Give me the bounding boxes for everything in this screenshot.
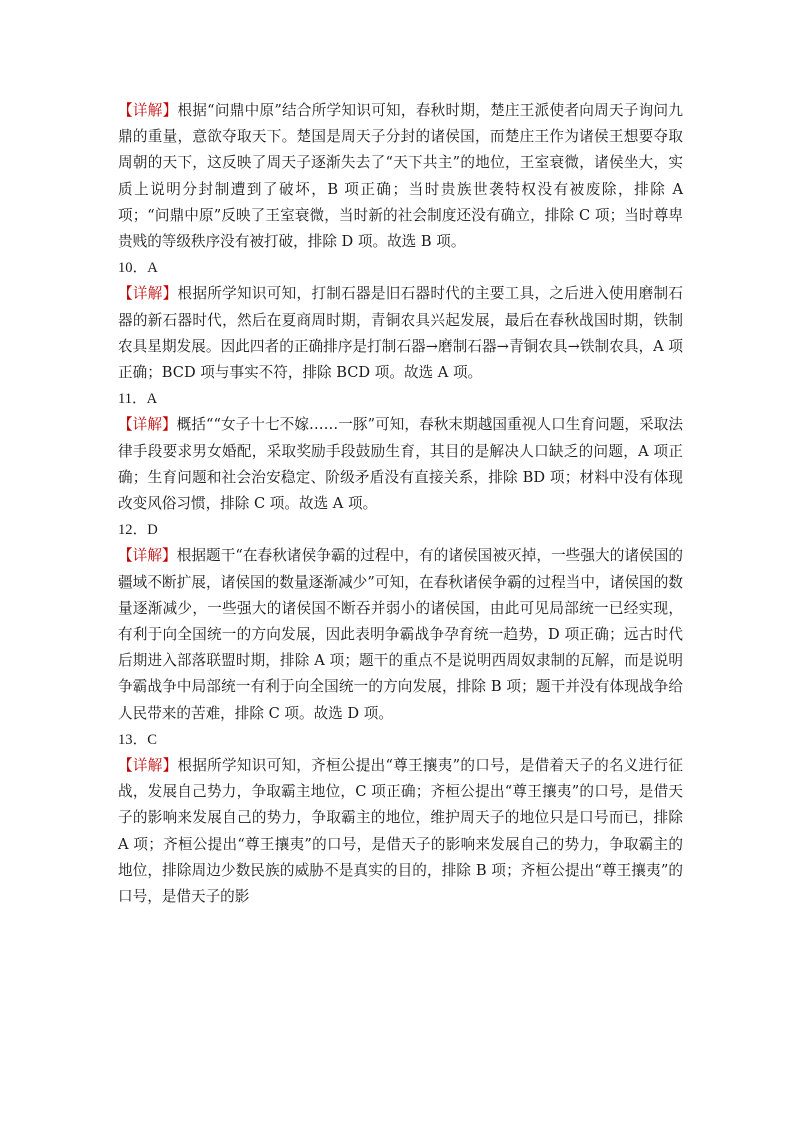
detail-tag: 【详解】 — [118, 102, 178, 119]
explanation-9 — [118, 98, 683, 255]
detail-tag: 【详解】 — [118, 757, 178, 775]
explanation-13 — [118, 753, 683, 910]
answer-13: 13．C — [118, 731, 157, 748]
detail-tag: 【详解】 — [118, 285, 178, 303]
explanation-10 — [118, 281, 683, 386]
explanation-text: 概括““女子十七不嫁……一豚”可知，春秋末期越国重视人口生育问题，采取法律手段要求男女婚配，采取奖励手段鼓励生育，其目的是解决人口缺乏的问题，A 项正确；生育问题和社会治安稳定、阶级矛盾没有直接关系，排除 BD 项；材料中没有体现改变风俗习惯，排除 C 项。故选 A 项。 — [118, 416, 683, 513]
explanation-text: 根据所学知识可知，齐桓公提出“尊王攘夷”的口号，是借着天子的名义进行征战，发展自己势力，争取霸主地位，C 项正确；齐桓公提出“尊王攘夷”的口号，是借天子的影响来发展自己的势力，争取霸主的地位，维护周天子的地位只是口号而已，排除 A 项；齐桓公提出“尊王攘夷”的口号，是借天子的影响来发展自己的势力，争取霸主的地位，排除周边少数民族的威胁不是真实的目的，排除 B 项；齐桓公提出“尊王攘夷”的口号，是借天子的影 — [118, 757, 683, 906]
explanation-12 — [118, 543, 683, 726]
explanation-text: 根据“问鼎中原”结合所学知识可知，春秋时期，楚庄王派使者向周天子询问九鼎的重量，意欲夺取天下。楚国是周天子分封的诸侯国，而楚庄王作为诸侯王想要夺取周朝的天下，这反映了周天子逐渐失去了“天下共主”的地位，王室衰微，诸侯坐大，实质上说明分封制遭到了破坏，B 项正确；当时贵族世袭特权没有被废除，排除 A 项；“问鼎中原”反映了王室衰微，当时新的社会制度还没有确立，排除 C 项；当时尊卑贵贱的等级秩序没有被打破，排除 D 项。故选 B 项。 — [118, 102, 683, 251]
detail-tag: 【详解】 — [118, 547, 177, 565]
explanation-text: 根据所学知识可知，打制石器是旧石器时代的主要工具，之后进入使用磨制石器的新石器时代，然后在夏商周时期，青铜农具兴起发展，最后在春秋战国时期，铁制农具星期发展。因此四者的正确排序是打制石器→磨制石器→青铜农具→铁制农具，A 项正确；BCD 项与事实不符，排除 BCD 项。故选 A 项。 — [118, 285, 683, 382]
explanation-text: 根据题干“在春秋诸侯争霸的过程中，有的诸侯国被灭掉，一些强大的诸侯国的疆域不断扩展，诸侯国的数量逐渐减少”可知，在春秋诸侯争霸的过程当中，诸侯国的数量逐渐减少，一些强大的诸侯国不断吞并弱小的诸侯国，由此可见局部统一已经实现，有利于向全国统一的方向发展，因此表明争霸战争孕育统一趋势，D 项正确；远古时代后期进入部落联盟时期，排除 A 项；题干的重点不是说明西周奴隶制的瓦解，而是说明争霸战争中局部统一有利于向全国统一的方向发展，排除 B 项；题干并没有体现战争给人民带来的苦难，排除 C 项。故选 D 项。 — [118, 547, 683, 722]
answer-10: 10．A — [118, 260, 158, 277]
answer-explanations — [118, 98, 683, 910]
answer-11: 11．A — [118, 391, 158, 408]
answer-12: 12．D — [118, 522, 158, 539]
explanation-11 — [118, 412, 683, 517]
detail-tag: 【详解】 — [118, 416, 177, 434]
